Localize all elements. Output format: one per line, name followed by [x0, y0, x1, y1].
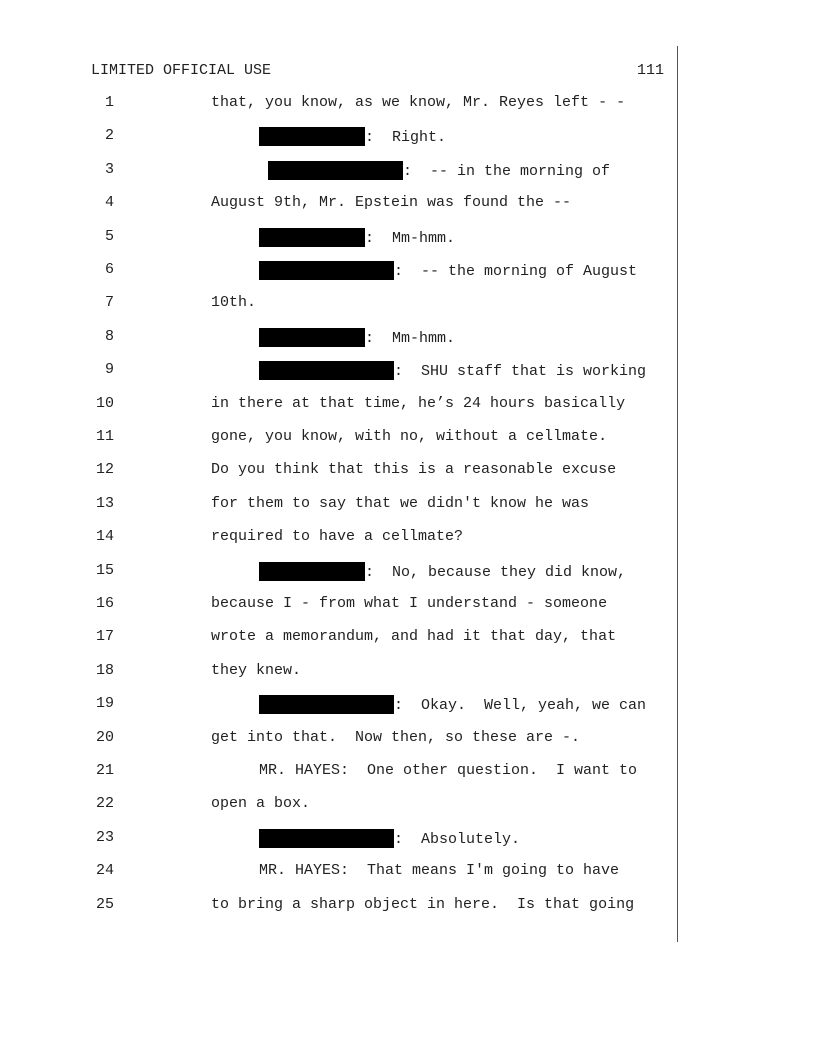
line-text: required to have a cellmate? — [211, 528, 464, 546]
right-margin-rule — [677, 46, 678, 942]
line-text: gone, you know, with no, without a cellmate. — [211, 428, 608, 445]
line-number: 1 — [104, 94, 114, 111]
line-number: 14 — [95, 528, 114, 546]
line-text: : -- in the morning of — [403, 162, 611, 180]
transcript-line — [0, 495, 676, 515]
line-number: 3 — [104, 160, 114, 178]
transcript-line — [0, 862, 676, 882]
line-text: MR. HAYES: One other question. I want to — [259, 762, 638, 779]
transcript-line — [0, 461, 676, 481]
transcript-line — [0, 829, 676, 849]
line-number: 11 — [95, 428, 114, 445]
line-text: : No, because they did know, — [365, 563, 627, 581]
speaker-line — [259, 829, 520, 848]
line-number: 7 — [104, 294, 114, 312]
line-number: 20 — [95, 728, 114, 746]
line-text: : Mm-hmm. — [365, 229, 456, 247]
speaker-line — [259, 228, 455, 247]
transcript-line — [0, 328, 676, 348]
speaker-line — [259, 361, 646, 380]
transcript-line — [0, 194, 676, 214]
line-number: 13 — [95, 494, 114, 512]
page-number: 111 — [637, 62, 665, 79]
redacted-speaker-name — [259, 695, 394, 714]
speaker-line — [259, 562, 626, 581]
line-number: 18 — [95, 661, 114, 679]
transcript-line — [0, 695, 676, 715]
transcript-line — [0, 228, 676, 248]
redacted-speaker-name — [268, 161, 403, 180]
line-text: : Absolutely. — [394, 830, 521, 848]
line-text: open a box. — [211, 795, 311, 813]
line-text: in there at that time, he’s 24 hours basically — [211, 394, 626, 412]
line-text: : SHU staff that is working — [394, 363, 647, 381]
transcript-line — [0, 762, 676, 782]
speaker-line — [268, 161, 610, 180]
line-number: 6 — [104, 261, 114, 278]
line-number: 21 — [95, 762, 114, 779]
transcript-line — [0, 395, 676, 415]
line-text: August 9th, Mr. Epstein was found the -- — [211, 194, 572, 212]
line-text: : Okay. Well, yeah, we can — [394, 697, 647, 715]
line-text: for them to say that we didn't know he was — [211, 494, 590, 512]
line-number: 5 — [104, 227, 114, 245]
redacted-speaker-name — [259, 361, 394, 380]
transcript-line — [0, 428, 676, 448]
line-text: to bring a sharp object in here. Is that going — [211, 895, 635, 913]
line-number: 25 — [95, 895, 114, 913]
line-number: 19 — [95, 695, 114, 713]
redacted-speaker-name — [259, 228, 365, 247]
line-number: 22 — [95, 795, 114, 813]
speaker-line — [259, 261, 637, 280]
speaker-line — [259, 328, 455, 347]
redacted-speaker-name — [259, 127, 365, 146]
speaker-line — [259, 695, 646, 714]
line-number: 2 — [104, 127, 114, 145]
classification-header: LIMITED OFFICIAL USE — [91, 62, 272, 79]
line-number: 10 — [95, 394, 114, 412]
transcript-line — [0, 294, 676, 314]
line-number: 12 — [95, 461, 114, 479]
line-number: 9 — [104, 361, 114, 379]
transcript-line — [0, 795, 676, 815]
line-text: get into that. Now then, so these are -. — [211, 728, 581, 746]
line-number: 17 — [95, 628, 114, 646]
line-number: 8 — [104, 327, 114, 345]
transcript-line — [0, 127, 676, 147]
line-text: they knew. — [211, 661, 302, 679]
transcript-line — [0, 896, 676, 916]
transcript-line — [0, 595, 676, 615]
line-text: wrote a memorandum, and had it that day, that — [211, 628, 617, 646]
redacted-speaker-name — [259, 328, 365, 347]
transcript-line — [0, 161, 676, 181]
line-number: 24 — [95, 862, 114, 880]
redacted-speaker-name — [259, 829, 394, 848]
line-text: Do you think that this is a reasonable excuse — [211, 461, 617, 479]
line-text: : Right. — [365, 129, 447, 147]
transcript-line — [0, 528, 676, 548]
transcript-line — [0, 628, 676, 648]
redacted-speaker-name — [259, 562, 365, 581]
line-number: 4 — [104, 194, 114, 212]
transcript-line — [0, 261, 676, 281]
speaker-line — [259, 127, 446, 146]
line-text: : -- the morning of August — [394, 263, 638, 280]
line-text: 10th. — [211, 294, 257, 312]
line-text: because I - from what I understand - someone — [211, 595, 608, 612]
transcript-line — [0, 562, 676, 582]
line-text: MR. HAYES: That means I'm going to have — [259, 862, 620, 880]
transcript-line — [0, 361, 676, 381]
line-number: 16 — [95, 595, 114, 612]
line-number: 15 — [95, 561, 114, 579]
transcript-line — [0, 729, 676, 749]
line-text: that, you know, as we know, Mr. Reyes left - - — [211, 94, 626, 111]
redacted-speaker-name — [259, 261, 394, 280]
line-text: : Mm-hmm. — [365, 329, 456, 347]
transcript-line — [0, 662, 676, 682]
line-number: 23 — [95, 828, 114, 846]
transcript-line — [0, 94, 676, 114]
